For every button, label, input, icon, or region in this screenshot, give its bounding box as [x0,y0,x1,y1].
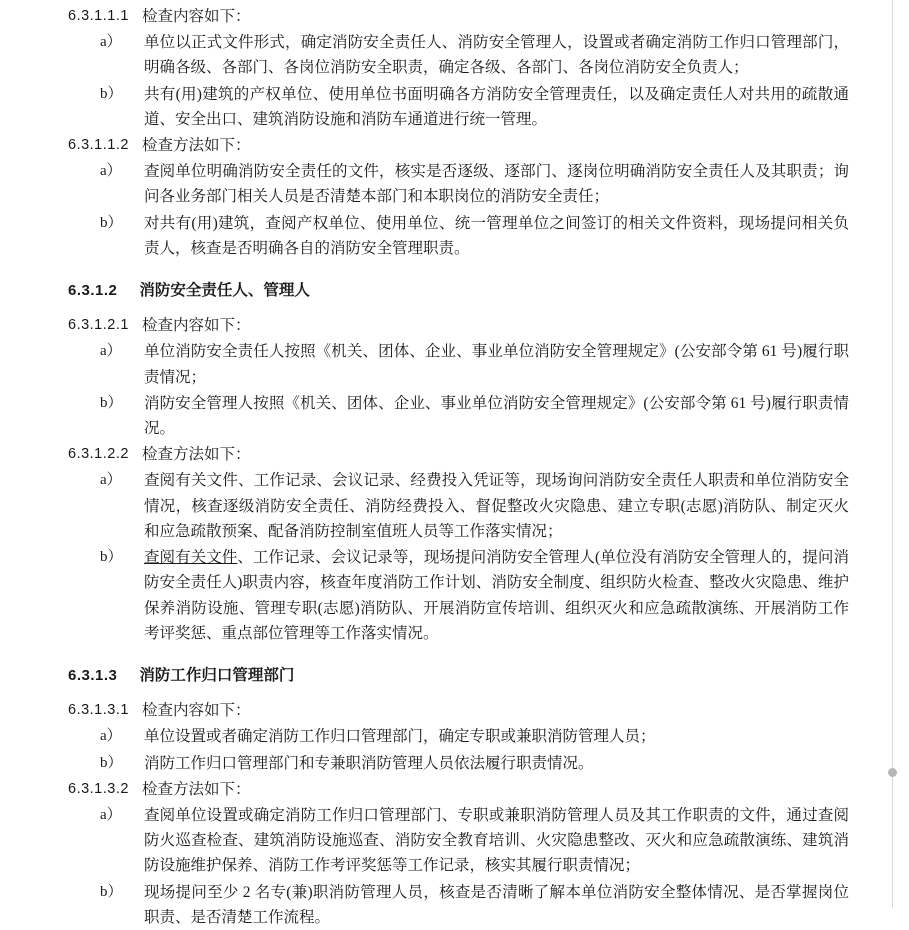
clause-text: 检查方法如下： [141,137,251,155]
clause-line [68,4,849,29]
list-item [68,391,849,442]
list-item-marker: b） [100,85,123,102]
clause-number: 6.3.1.1.1 [68,8,129,24]
list-item-text: 单位消防安全责任人按照《机关、团体、企业、事业单位消防安全管理规定》(公安部令第 61 号)履行职责情况； [144,343,849,386]
list-item [68,724,849,749]
list-item [68,751,849,776]
clause-text: 检查方法如下： [141,780,251,798]
section-heading-number: 6.3.1.2 [68,282,118,300]
list-item-marker: a） [100,806,122,823]
clause-number: 6.3.1.2.2 [68,446,129,463]
section-heading-text: 消防工作归口管理部门 [139,667,295,685]
clause-text: 检查内容如下： [141,317,251,335]
list-item-text: 消防安全管理人按照《机关、团体、企业、事业单位消防安全管理规定》(公安部令第 61 号)履行职责情况。 [144,394,849,438]
list-item [68,211,849,262]
clause-line [68,777,849,802]
list-item-text: 消防工作归口管理部门和专兼职消防管理人员依法履行职责情况。 [144,754,594,772]
list-item-marker: a） [100,163,122,180]
list-item-text: 单位设置或者确定消防工作归口管理部门，确定专职或兼职消防管理人员； [144,728,656,746]
list-item-marker: a） [100,34,122,51]
list-item-text: 查阅单位设置或确定消防工作归口管理部门、专职或兼职消防管理人员及其工作职责的文件，通过查阅防火巡查检查、建筑消防设施巡查、消防安全教育培训、火灾隐患整改、灭火和应急疏散演练、建筑消防设施维护保养、消防工作考评奖惩等工作记录，核实其履行职责情况； [144,806,849,875]
list-item-text: 单位以正式文件形式，确定消防安全责任人、消防安全管理人，设置或者确定消防工作归口管理部门，明确各级、各部门、各岗位消防安全职责，确定各级、各部门、各岗位消防安全负责人； [144,34,849,77]
list-item [68,468,849,544]
scrollbar-thumb[interactable] [888,768,897,777]
section-heading-text: 消防安全责任人、管理人 [139,282,310,300]
clause-line [68,698,849,723]
section-heading-number: 6.3.1.3 [68,667,118,685]
list-item-text [144,545,849,646]
clause-number: 6.3.1.3.1 [68,702,129,719]
list-item-marker: b） [100,549,123,566]
list-item [68,339,849,390]
list-item-marker: a） [100,472,122,489]
clause-text: 检查内容如下： [141,702,251,720]
section-heading [68,278,849,300]
list-item [68,82,849,133]
list-item-text: 现场提问至少 2 名专(兼)职消防管理人员，核查是否清晰了解本单位消防安全整体情况、是否掌握岗位职责、是否清楚工作流程。 [144,883,849,926]
list-item-text: 共有(用)建筑的产权单位、使用单位书面明确各方消防安全管理责任，以及确定责任人对共用的疏散通道、安全出口、建筑消防设施和消防车通道进行统一管理。 [144,85,849,128]
clause-number: 6.3.1.1.2 [68,137,129,154]
list-item [68,159,849,210]
list-item-text-rest: 、工作记录、会议记录等，现场提问消防安全管理人(单位没有消防安全管理人的，提问消防安全责任人)职责内容，核查年度消防工作计划、消防安全制度、组织防火检查、整改火灾隐患、维护保养消防设施、管理专职(志愿)消防队、开展消防宣传培训、组织灭火和应急疏散演练、开展消防工作考评奖惩、重点部位管理等工作落实情况。 [144,549,849,642]
list-item-text: 查阅有关文件、工作记录、会议记录、经费投入凭证等，现场询问消防安全责任人职责和单位消防安全情况，核查逐级消防安全责任、消防经费投入、督促整改火灾隐患、建立专职(志愿)消防队、制定灭火和应急疏散预案、配备消防控制室值班人员等工作落实情况； [144,472,849,540]
list-item-marker: b） [100,214,123,231]
list-item [68,880,849,930]
clause-number: 6.3.1.2.1 [68,317,129,334]
clause-line [68,442,849,467]
list-item-marker: b） [100,394,123,411]
clause-line [68,313,849,338]
list-item-text: 对共有(用)建筑，查阅产权单位、使用单位、统一管理单位之间签订的相关文件资料，现场提问相关负责人，核查是否明确各自的消防安全管理职责。 [144,214,849,257]
clause-number: 6.3.1.3.2 [68,780,129,797]
list-item-marker: a） [100,728,122,745]
underlined-phrase: 查阅有关文件 [144,549,238,567]
section-heading [68,663,849,685]
list-item [68,30,849,81]
list-item [68,803,849,879]
clause-text: 检查内容如下： [141,8,251,25]
clause-text: 检查方法如下： [141,446,251,464]
list-item [68,545,849,646]
list-item-marker: b） [100,883,123,900]
list-item-marker: a） [100,343,122,360]
clause-line [68,133,849,158]
document-content [68,4,849,930]
list-item-marker: b） [100,754,123,771]
list-item-text: 查阅单位明确消防安全责任的文件，核实是否逐级、逐部门、逐岗位明确消防安全责任人及其职责；询问各业务部门相关人员是否清楚本部门和本职岗位的消防安全责任； [144,163,849,206]
